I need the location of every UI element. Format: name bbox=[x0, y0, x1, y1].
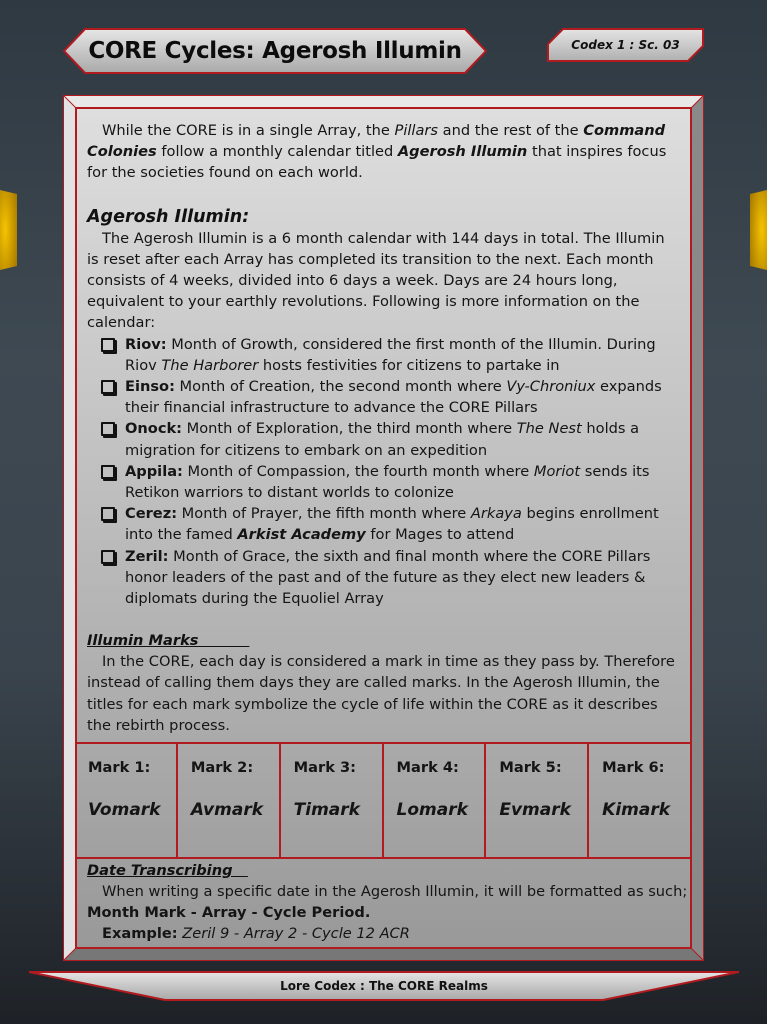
intro-text: While the CORE is in a single Array, the bbox=[102, 122, 395, 139]
date-heading-text: Date Transcribing bbox=[87, 862, 233, 879]
footer-label: Lore Codex : The CORE Realms bbox=[280, 979, 488, 993]
month-entity: The Harborer bbox=[161, 356, 259, 374]
title-banner bbox=[63, 28, 487, 74]
mark-cell bbox=[178, 744, 281, 857]
side-tab-right bbox=[750, 190, 767, 270]
mark-name: Timark bbox=[293, 800, 360, 820]
month-text: hosts festivities for citizens to partake in bbox=[258, 356, 560, 374]
intro-paragraph bbox=[87, 107, 680, 184]
month-text: Month of Growth, considered the first month of the Illumin. During Riov bbox=[125, 335, 656, 374]
mark-name: Avmark bbox=[190, 800, 264, 820]
mark-cell bbox=[486, 744, 589, 857]
list-item bbox=[101, 418, 680, 460]
mark-label: Mark 4: bbox=[396, 759, 459, 776]
intro-text: that inspires focus for the societies found on each world. bbox=[87, 143, 667, 182]
checkbox-icon bbox=[101, 465, 115, 479]
month-text: Month of Compassion, the fourth month where bbox=[182, 462, 534, 480]
marks-heading bbox=[87, 631, 680, 651]
codex-tag bbox=[547, 28, 704, 62]
example-value: Zeril 9 - Array 2 - Cycle 12 ACR bbox=[177, 925, 410, 943]
month-text: Month of Exploration, the third month where bbox=[182, 420, 517, 438]
intro-agerosh-illumin: Agerosh Illumin bbox=[397, 143, 528, 161]
marks-table bbox=[75, 742, 692, 859]
date-example bbox=[87, 923, 704, 944]
codex-label: Codex 1 : Sc. 03 bbox=[571, 38, 680, 52]
month-entity: Vy-Chroniux bbox=[506, 378, 596, 396]
list-item bbox=[101, 376, 680, 418]
intro-command-colonies: Command Colonies bbox=[87, 122, 666, 161]
checkbox-icon bbox=[101, 550, 115, 564]
mark-name: Kimark bbox=[602, 800, 671, 820]
list-item bbox=[101, 503, 680, 545]
month-name: Zeril: bbox=[125, 547, 169, 565]
checkbox-icon bbox=[101, 422, 115, 436]
month-text: Month of Creation, the second month where bbox=[174, 378, 507, 396]
month-entity: The Nest bbox=[516, 420, 582, 438]
month-name: Einso: bbox=[125, 378, 175, 396]
month-text: expands their financial infrastructure to advance the CORE Pillars bbox=[125, 378, 662, 417]
calendar-heading: Agerosh Illumin: bbox=[87, 206, 250, 227]
date-format: Month Mark - Array - Cycle Period. bbox=[87, 904, 371, 922]
date-paragraph bbox=[87, 881, 704, 923]
mark-label: Mark 5: bbox=[499, 759, 562, 776]
mark-label: Mark 3: bbox=[293, 759, 357, 776]
month-text: begins enrollment into the famed bbox=[125, 505, 659, 544]
list-item bbox=[101, 546, 680, 610]
mark-name: Lomark bbox=[396, 800, 468, 820]
intro-text: and the rest of the bbox=[438, 122, 584, 139]
checkbox-icon bbox=[101, 507, 115, 521]
month-name: Cerez: bbox=[125, 505, 178, 523]
list-item bbox=[101, 334, 680, 376]
month-name: Onock: bbox=[125, 420, 183, 438]
month-list bbox=[87, 334, 680, 610]
month-text: for Mages to attend bbox=[365, 526, 515, 544]
month-text: Month of Grace, the sixth and final month where the CORE Pillars honor leaders of the past and of the future as they elect new leaders & diplomats during the Equoliel Array bbox=[125, 547, 651, 608]
footer-banner bbox=[28, 970, 740, 1002]
date-heading bbox=[87, 861, 704, 881]
month-text: sends its Retikon warriors to distant worlds to colonize bbox=[125, 462, 650, 502]
mark-label: Mark 6: bbox=[602, 759, 665, 776]
page-title: CORE Cycles: Agerosh Illumin bbox=[88, 38, 462, 64]
date-section bbox=[75, 859, 716, 945]
list-item bbox=[101, 461, 680, 503]
month-name: Riov: bbox=[125, 335, 167, 353]
intro-pillars: Pillars bbox=[394, 122, 439, 139]
panel-content bbox=[75, 107, 692, 949]
mark-label: Mark 1: bbox=[88, 759, 151, 776]
content-panel bbox=[63, 95, 704, 961]
month-text: Month of Prayer, the fifth month where bbox=[177, 505, 471, 523]
calendar-paragraph: The Agerosh Illumin is a 6 month calendar with 144 days in total. The Illumin is reset after each Array has completed its transition to the next. Each month consists of 4 weeks, divided into 6 days a week. Days are 24 hours long, equivalent to your earthly revolutions. Following is more information on the calendar: bbox=[87, 229, 665, 332]
date-text: When writing a specific date in the Agerosh Illumin, it will be formatted as such; bbox=[102, 883, 688, 900]
mark-cell bbox=[75, 744, 178, 857]
mark-label: Mark 2: bbox=[190, 759, 254, 776]
marks-heading-text: Illumin Marks bbox=[87, 632, 199, 650]
month-name: Appila: bbox=[125, 462, 183, 480]
example-label: Example: bbox=[102, 925, 178, 943]
mark-cell bbox=[384, 744, 487, 857]
marks-paragraph: In the CORE, each day is considered a mark in time as they pass by. Therefore instead of calling them days they are called marks. In the Agerosh Illumin, the titles for each mark symbolize the cycle of life within the CORE as it describes the rebirth process. bbox=[87, 653, 675, 734]
month-academy: Arkist Academy bbox=[237, 526, 366, 544]
month-entity: Arkaya bbox=[470, 505, 522, 523]
mark-name: Vomark bbox=[88, 800, 161, 820]
mark-cell bbox=[589, 744, 692, 857]
mark-name: Evmark bbox=[499, 800, 571, 820]
month-entity: Moriot bbox=[533, 462, 581, 480]
checkbox-icon bbox=[101, 380, 115, 394]
intro-text: follow a monthly calendar titled bbox=[156, 143, 398, 161]
checkbox-icon bbox=[101, 338, 115, 352]
side-tab-left bbox=[0, 190, 17, 270]
month-text: holds a migration for citizens to embark on an expedition bbox=[125, 420, 640, 459]
mark-cell bbox=[281, 744, 384, 857]
